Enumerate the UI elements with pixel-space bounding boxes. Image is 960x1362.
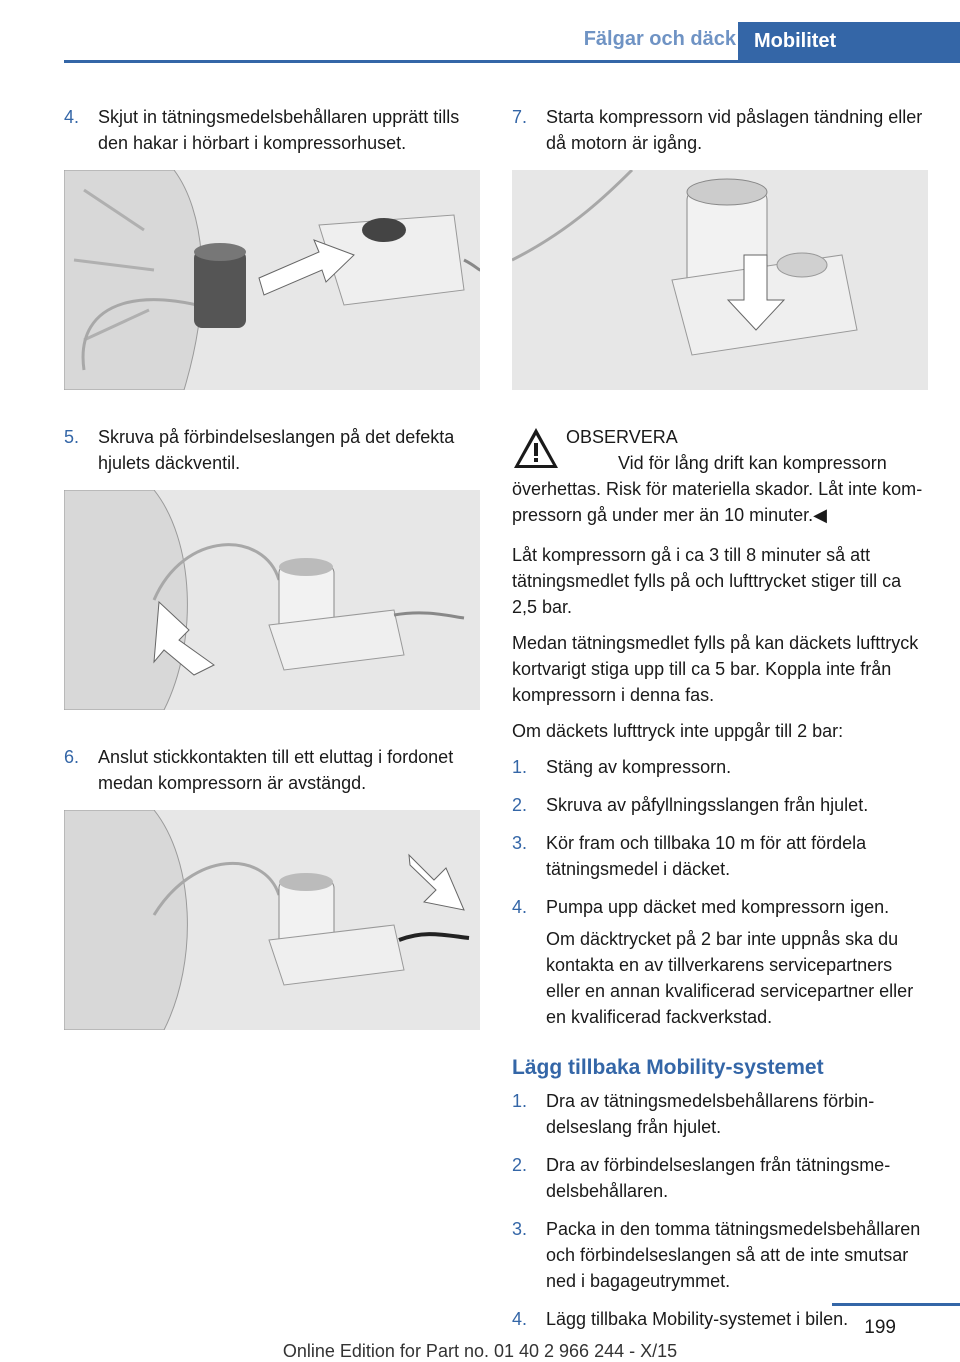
page-header [0, 0, 960, 66]
figure-start-container [512, 170, 928, 390]
list-item [512, 1216, 928, 1294]
step-text: Pumpa upp däcket med kompressorn igen. [546, 897, 890, 917]
step-text: Starta kompressorn vid påslagen tändning eller då motorn är igång. [546, 107, 923, 153]
warning-triangle-icon [512, 426, 560, 470]
step-number: 4. [512, 897, 528, 917]
step-6 [64, 744, 480, 796]
warning-title: OBSERVERA [566, 427, 678, 447]
list-item [512, 894, 928, 1030]
page-number: 199 [864, 1317, 896, 1338]
list-item [512, 1088, 928, 1140]
list-item [512, 830, 928, 882]
right-column [512, 104, 928, 1344]
step-text: Skruva på förbindelseslangen på det defekta hjulets däckventil. [98, 427, 455, 473]
header-rule [64, 60, 960, 63]
step-text: Lägg tillbaka Mobility-systemet i bilen. [546, 1309, 849, 1329]
step-text: Dra av förbindelseslangen från tätningsmedelsbehållaren. [546, 1155, 891, 1201]
step-text: Stäng av kompressorn. [546, 757, 732, 777]
step-text: Skjut in tätningsmedelsbehållaren upprätt tills den hakar i hörbart i kompressorhuset. [98, 107, 460, 153]
step-7 [512, 104, 928, 156]
list-item [512, 754, 928, 780]
warning-text: Vid för lång drift kan kompressorn överhettas. Risk för materiella skador. Låt inte kompressorn gå under mer än 10 minuter.◀ [512, 453, 923, 525]
step-4 [64, 104, 480, 156]
figure-insert-container [64, 170, 480, 390]
edition-footer: Online Edition for Part no. 01 40 2 966 244 - X/15 [282, 1341, 678, 1361]
chapter-tab[interactable]: Fälgar och däck [583, 28, 736, 50]
list-item [512, 792, 928, 818]
step-number: 7. [512, 107, 528, 127]
step-text: Kör fram och tillbaka 10 m för att fördela tätningsmedel i däcket. [546, 833, 867, 879]
step-number: 4. [64, 107, 80, 127]
step-number: 2. [512, 1155, 528, 1175]
step-subtext: Om däcktrycket på 2 bar inte uppnås ska du kontakta en av tillverkarens servicepartners eller en annan kvalificerad servicepartner eller en kvalificerad fackverkstad. [546, 929, 914, 1027]
step-5 [64, 424, 480, 476]
step-number: 3. [512, 1219, 528, 1239]
paragraph: Låt kompressorn gå i ca 3 till 8 minuter så att tätningsmedlet fylls på och lufttrycket stiger till ca 2,5 bar. [512, 545, 902, 617]
step-number: 2. [512, 795, 528, 815]
paragraph: Om däckets lufttryck inte uppgår till 2 bar: [512, 721, 844, 741]
figure-valve-container [64, 490, 480, 710]
left-column [64, 104, 480, 1064]
illustration-start-compressor [512, 170, 928, 390]
step-number: 1. [512, 1091, 528, 1111]
footer-rule [832, 1303, 960, 1306]
repack-steps-list [512, 1088, 928, 1332]
warning-box [512, 424, 928, 528]
step-number: 3. [512, 833, 528, 853]
step-text: Dra av tätningsmedelsbehållarens förbindelseslang från hjulet. [546, 1091, 875, 1137]
list-item [512, 1152, 928, 1204]
step-number: 4. [512, 1309, 528, 1329]
figure-plug-container [64, 810, 480, 1030]
section-heading: Lägg tillbaka Mobility-systemet [512, 1056, 824, 1079]
illustration-connect-valve [64, 490, 480, 710]
step-number: 6. [64, 747, 80, 767]
step-text: Skruva av påfyllningsslangen från hjulet. [546, 795, 869, 815]
paragraph: Medan tätningsmedlet fylls på kan däckets lufttryck kortvarigt stiga upp till ca 5 bar. Koppla inte från kompressorn i denna fas. [512, 633, 919, 705]
pressure-steps-list [512, 754, 928, 1030]
section-tab[interactable]: Mobilitet [738, 22, 960, 60]
step-number: 5. [64, 427, 80, 447]
step-number: 1. [512, 757, 528, 777]
step-text: Packa in den tomma tätningsmedelsbehållaren och förbindelseslangen så att de inte smutsar ned i bagageutrymmet. [546, 1219, 921, 1291]
step-text: Anslut stickkontakten till ett eluttag i fordonet medan kompressorn är avstängd. [98, 747, 454, 793]
illustration-insert-sealant [64, 170, 480, 390]
illustration-plug-in [64, 810, 480, 1030]
